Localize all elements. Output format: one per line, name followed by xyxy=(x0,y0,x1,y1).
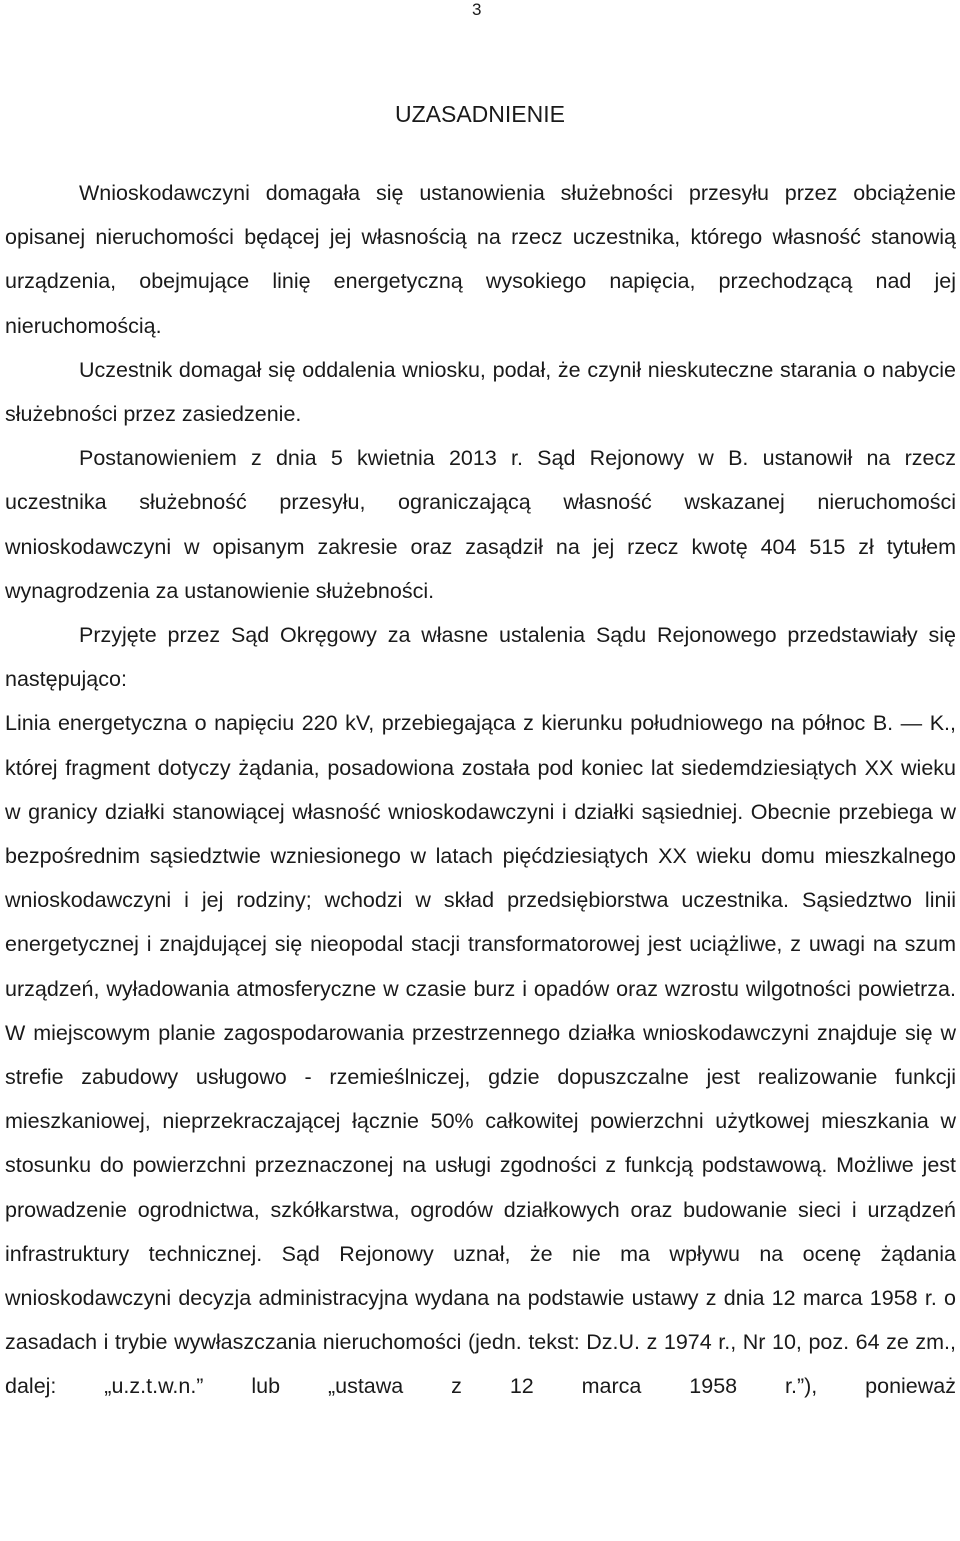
page-number: 3 xyxy=(472,0,482,19)
document-body xyxy=(5,171,956,1409)
paragraph-request: Wnioskodawczyni domagała się ustanowienia służebności przesyłu przez obciążenie opisanej nieruchomości będącej jej własnością na rzecz uczestnika, którego własność stanowią urządzenia, obejmujące linię energetyczną wysokiego napięcia, przechodzącą nad jej nieruchomością. xyxy=(5,181,956,338)
paragraph-district-court-ruling: Postanowieniem z dnia 5 kwietnia 2013 r. Sąd Rejonowy w B. ustanowił na rzecz uczestnika służebność przesyłu, ograniczającą własność wskazanej nieruchomości wnioskodawczyni w opisanym zakresie oraz zasądził na jej rzecz kwotę 404 515 zł tytułem wynagrodzenia za ustanowienie służebności. xyxy=(5,446,956,603)
paragraph-findings-intro: Przyjęte przez Sąd Okręgowy za własne ustalenia Sądu Rejonowego przedstawiały się następująco: xyxy=(5,623,956,692)
document-heading: UZASADNIENIE xyxy=(395,101,565,127)
paragraph-findings-details: Linia energetyczna o napięciu 220 kV, przebiegająca z kierunku południowego na północ B. — K., której fragment dotyczy żądania, posadowiona została pod koniec lat siedemdziesiątych XX wieku w granicy działki stanowiącej własność wnioskodawczyni i działki sąsiedniej. Obecnie przebiega w bezpośrednim sąsiedztwie wzniesionego w latach pięćdziesiątych XX wieku domu mieszkalnego wnioskodawczyni i jej rodziny; wchodzi w skład przedsiębiorstwa uczestnika. Sąsiedztwo linii energetycznej i znajdującej się nieopodal stacji transformatorowej jest uciążliwe, z uwagi na szum urządzeń, wyładowania atmosferyczne w czasie burz i opadów oraz wzrostu wilgotności powietrza. W miejscowym planie zagospodarowania przestrzennego działka wnioskodawczyni znajduje się w strefie zabudowy usługowo - rzemieślniczej, gdzie dopuszczalne jest realizowanie funkcji mieszkaniowej, nieprzekraczającej łącznie 50% całkowitej powierzchni użytkowej mieszkania w stosunku do powierzchni przeznaczonej na usługi zgodności z funkcją podstawową. Możliwe jest prowadzenie ogrodnictwa, szkółkarstwa, ogrodów działkowych oraz budowanie sieci i urządzeń infrastruktury technicznej. Sąd Rejonowy uznał, że nie ma wpływu na ocenę żądania wnioskodawczyni decyzja administracyjna wydana na podstawie ustawy z dnia 12 marca 1958 r. o zasadach i trybie wywłaszczania nieruchomości (jedn. tekst: Dz.U. z 1974 r., Nr 10, poz. 64 ze zm., dalej: „u.z.t.w.n.” lub „ustawa z 12 marca 1958 r.”), ponieważ xyxy=(5,711,956,1399)
paragraph-participant-position: Uczestnik domagał się oddalenia wniosku, podał, że czynił nieskuteczne starania o nabycie służebności przez zasiedzenie. xyxy=(5,357,956,427)
